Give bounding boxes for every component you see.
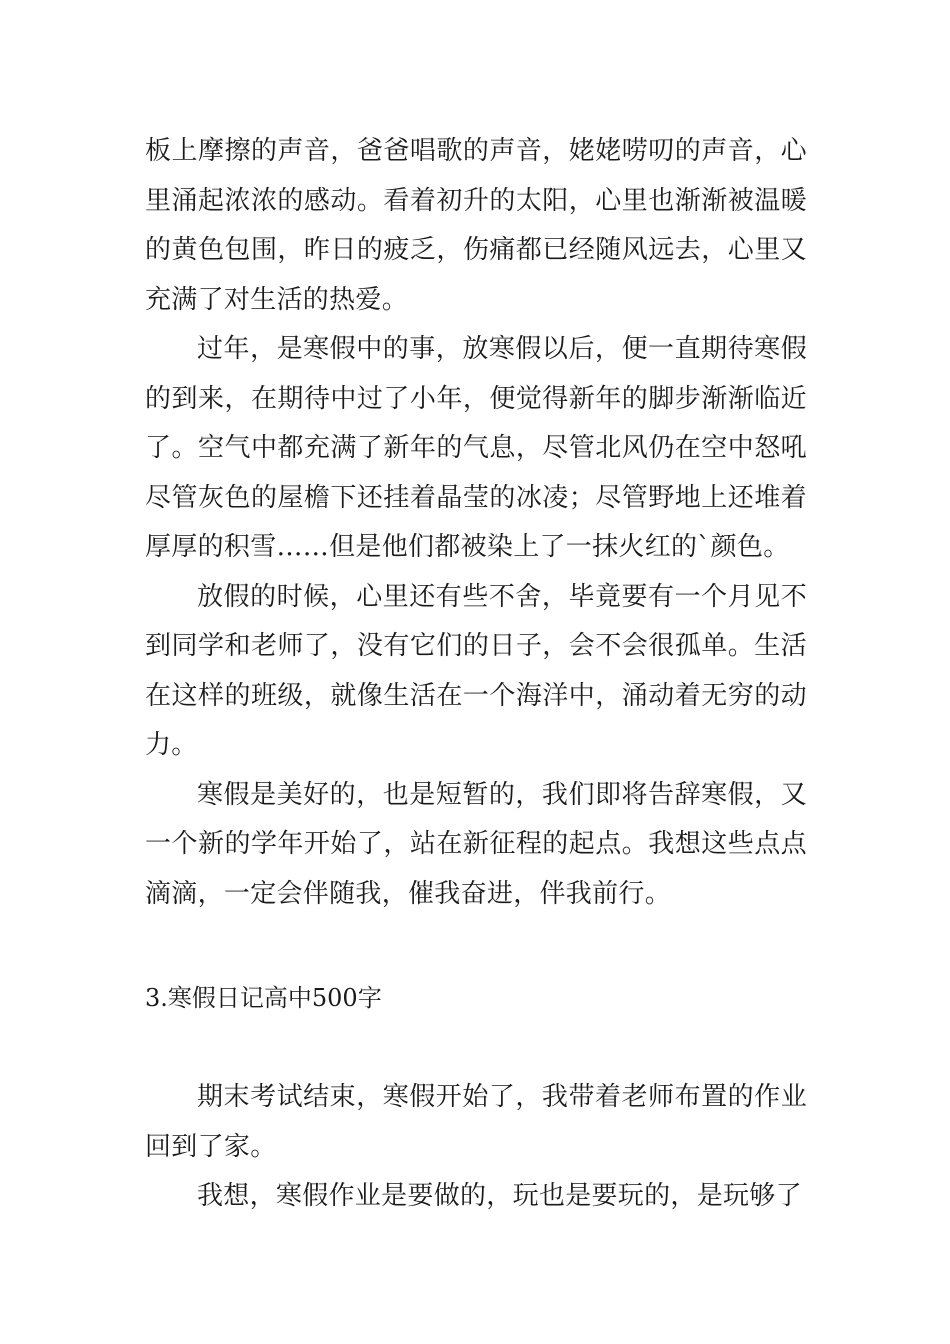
paragraph-6: 我想，寒假作业是要做的，玩也是要玩的，是玩够了 — [197, 1181, 802, 1211]
body-text-lower — [145, 1073, 807, 1222]
paragraph-4: 寒假是美好的，也是短暂的，我们即将告辞寒假，又一个新的学年开始了，站在新征程的起点。我想这些点点滴滴，一定会伴随我，催我奋进，伴我前行。 — [145, 779, 807, 909]
section-heading: 3.寒假日记高中500字 — [145, 984, 382, 1012]
paragraph-2: 过年，是寒假中的事，放寒假以后，便一直期待寒假的到来，在期待中过了小年，便觉得新年的脚步渐渐临近了。空气中都充满了新年的气息，尽管北风仍在空中怒吼尽管灰色的屋檐下还挂着晶莹的冰凌；尽管野地上还堆着厚厚的积雪……但是他们都被染上了一抹火红的`颜色。 — [145, 334, 807, 562]
paragraph-5: 期末考试结束，寒假开始了，我带着老师布置的作业回到了家。 — [145, 1082, 807, 1162]
body-text-upper — [145, 127, 807, 919]
paragraph-1: 板上摩擦的声音，爸爸唱歌的声音，姥姥唠叨的声音，心里涌起浓浓的感动。看着初升的太阳，心里也渐渐被温暖的黄色包围，昨日的疲乏，伤痛都已经随风远去，心里又充满了对生活的热爱。 — [145, 136, 807, 315]
paragraph-3: 放假的时候，心里还有些不舍，毕竟要有一个月见不到同学和老师了，没有它们的日子，会不会很孤单。生活在这样的班级，就像生活在一个海洋中，涌动着无穷的动力。 — [145, 581, 807, 760]
